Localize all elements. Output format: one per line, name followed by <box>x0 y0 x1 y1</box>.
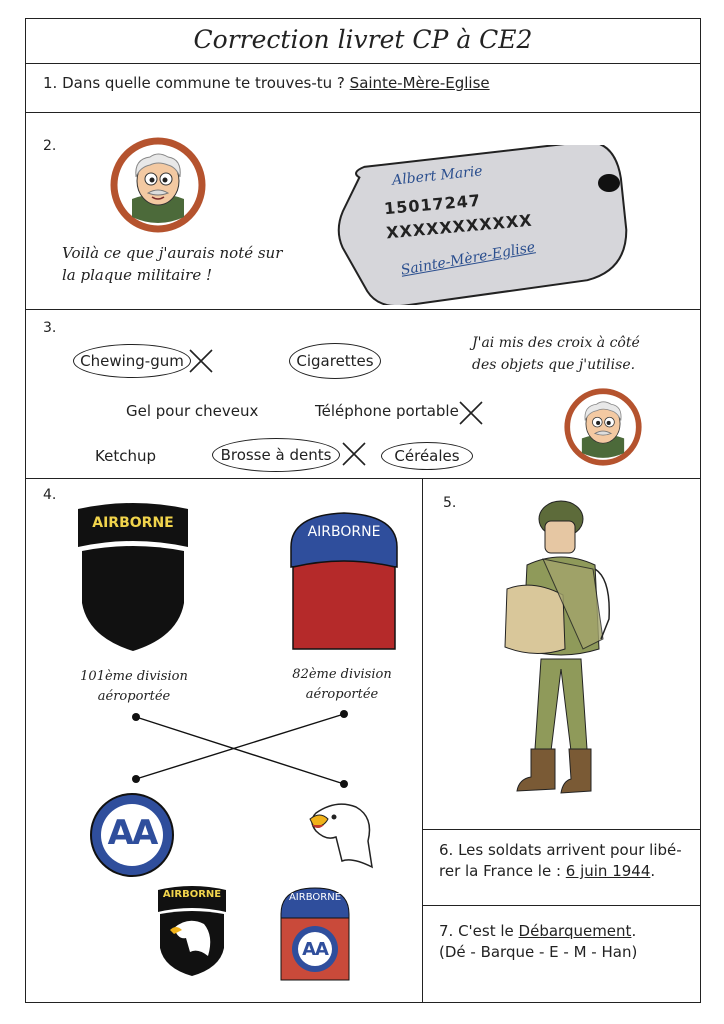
question-4-number: 4. <box>43 487 57 503</box>
small-patch-82-label: AIRBORNE <box>288 892 342 903</box>
div-101-line-1: 101ème division <box>80 669 188 684</box>
question-7-prefix: 7. C'est le <box>439 922 514 940</box>
dog-tag-x-line: XXXXXXXXXXX <box>385 210 534 243</box>
dog-tag-name: Albert Marie <box>391 163 484 189</box>
old-man-avatar <box>110 137 206 233</box>
title-box <box>25 18 701 64</box>
item-brosse-a-dents: Brosse à dents <box>212 438 340 472</box>
paratrooper-illustration <box>483 499 633 819</box>
question-1-label: 1. Dans quelle commune te trouves-tu ? <box>43 74 345 92</box>
dog-tag-number: 15017247 <box>383 190 482 219</box>
cross-mark-icon <box>458 400 484 426</box>
question-1-answer: Sainte-Mère-Eglise <box>349 74 490 92</box>
question-5-number: 5. <box>443 495 457 511</box>
patch-82-label: AIRBORNE <box>307 524 381 540</box>
div-82-line-1: 82ème division <box>292 667 392 682</box>
question-6 <box>439 840 689 882</box>
question-7 <box>439 921 694 963</box>
item-ketchup: Ketchup <box>95 447 156 465</box>
small-patch-101-label: AIRBORNE <box>162 889 222 900</box>
question-7-end: . <box>631 922 637 940</box>
page-title: Correction livret CP à CE2 <box>193 25 533 54</box>
question-7-line-1 <box>439 921 694 942</box>
question-2-box <box>25 112 701 310</box>
question-2-number: 2. <box>43 138 57 154</box>
question-7-box <box>422 905 701 1003</box>
item-cereales: Céréales <box>381 442 473 470</box>
eagle-head-icon <box>306 797 380 871</box>
small-aa-letters: AA <box>302 939 328 960</box>
q3-note-line-1: J'ai mis des croix à côté <box>472 335 640 351</box>
cross-mark-icon <box>341 441 367 467</box>
question-3-box <box>25 309 701 479</box>
q3-note-line-2: des objets que j'utilise. <box>472 357 636 373</box>
question-5-box <box>422 478 701 830</box>
question-1-box <box>25 63 701 113</box>
q3-note <box>472 332 640 376</box>
patch-101-label: AIRBORNE <box>92 515 174 531</box>
question-1 <box>43 73 490 94</box>
aa-letters: AA <box>107 813 157 853</box>
old-man-avatar <box>564 388 642 466</box>
question-4-box <box>25 478 423 1003</box>
item-chewing-gum: Chewing-gum <box>73 344 191 378</box>
item-telephone: Téléphone portable <box>315 402 459 420</box>
div-101-line-2: aéroportée <box>97 689 171 704</box>
question-3-number: 3. <box>43 320 57 336</box>
div-82-line-2: aéroportée <box>305 687 379 702</box>
item-cigarettes: Cigarettes <box>289 343 381 379</box>
question-7-answer: Débarquement <box>518 922 632 940</box>
dog-tag-caption <box>62 242 282 286</box>
cross-mark-icon <box>188 348 214 374</box>
dog-tag-town: Sainte-Mère-Eglise <box>399 239 537 279</box>
question-6-text: 6. Les soldats arrivent pour libé-rer la France le : <box>439 841 682 880</box>
item-gel: Gel pour cheveux <box>126 402 259 420</box>
question-6-end: . <box>650 862 656 880</box>
question-6-date: 6 juin 1944 <box>565 862 651 880</box>
caption-line-1: Voilà ce que j'aurais noté sur <box>62 244 283 262</box>
question-6-box <box>422 829 701 906</box>
question-7-syllables: (Dé - Barque - E - M - Han) <box>439 943 638 961</box>
caption-line-2: la plaque militaire ! <box>62 266 212 284</box>
